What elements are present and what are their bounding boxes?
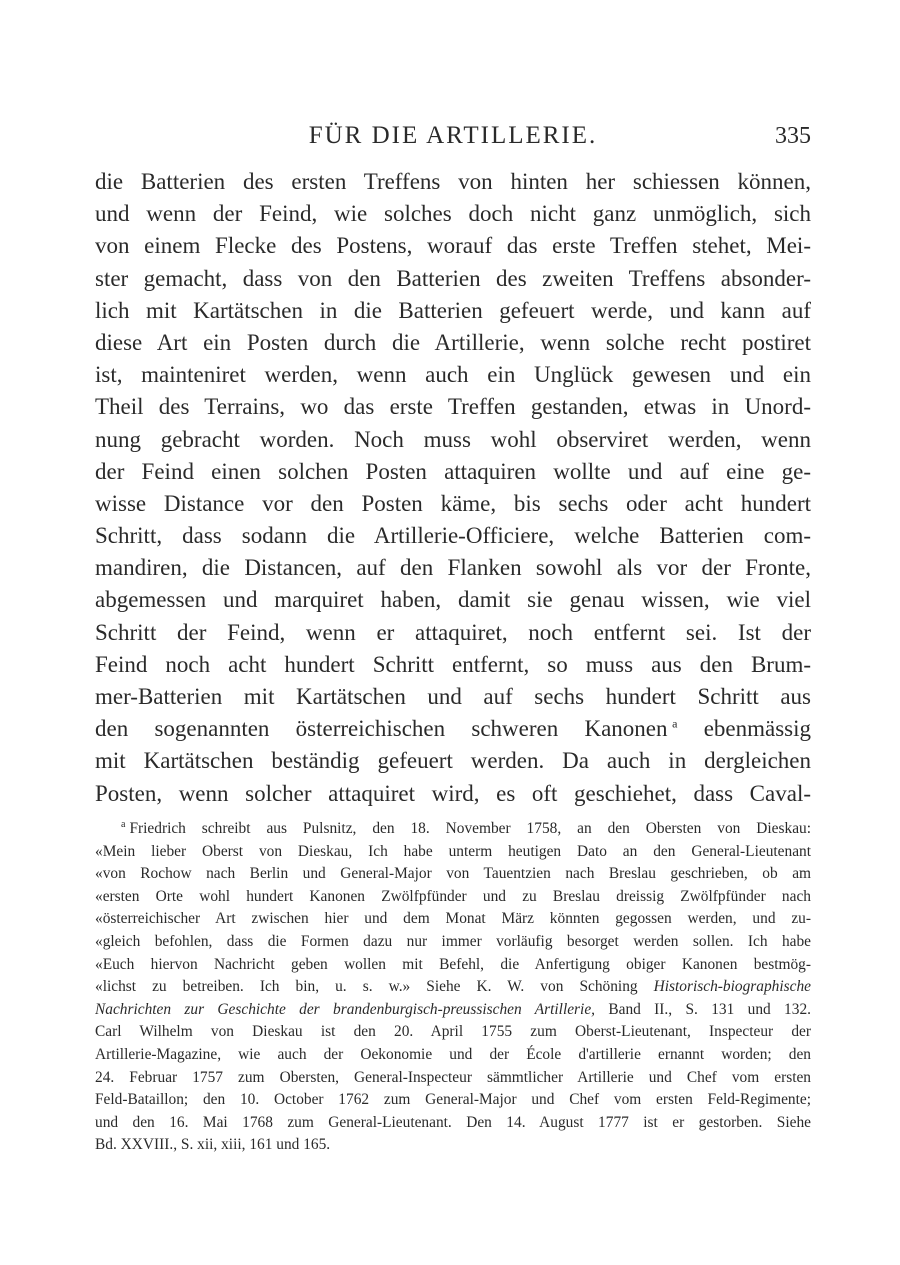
- footnote-marker: a: [121, 818, 126, 830]
- text-line: Feind noch acht hundert Schritt entfernt, so muss aus den Brum-: [95, 651, 811, 677]
- text-line: der Feind einen solchen Posten attaquiren wollte und auf eine ge-: [95, 458, 811, 484]
- footnote-line: [95, 818, 811, 841]
- text-line: Theil des Terrains, wo das erste Treffen gestanden, etwas in Unord-: [95, 394, 811, 420]
- footnote-line-text: Friedrich schreibt aus Pulsnitz, den 18. November 1758, an den Obersten von Dieskau:: [129, 820, 811, 837]
- text-line-with-footnote-ref: [95, 713, 811, 745]
- text-line: mer-Batterien mit Kartätschen und auf sechs hundert Schritt aus: [95, 684, 811, 709]
- footnote-line: «Mein lieber Oberst von Dieskau, Ich habe unterm heutigen Dato an den General-Lieutenant: [95, 842, 811, 860]
- text-line: nung gebracht worden. Noch muss wohl observiret werden, wenn: [95, 426, 811, 452]
- text-line: die Batterien des ersten Treffens von hinten her schiessen können,: [95, 169, 811, 194]
- text-line: von einem Flecke des Postens, worauf das erste Treffen stehet, Mei-: [95, 233, 811, 259]
- footnote-line: «gleich befohlen, dass die Formen dazu nur immer vorläufig besorget werden sollen. Ich habe: [95, 932, 811, 950]
- footnote-line: «ersten Orte wohl hundert Kanonen Zwölfpfünder und zu Breslau dreissig Zwölfpfünder nach: [95, 887, 811, 905]
- text-line: ist, mainteniret werden, wenn auch ein Unglück gewesen und ein: [95, 362, 811, 388]
- footnote-line-text: «lichst zu betreiben. Ich bin, u. s. w.» Siehe K. W. von Schöning: [95, 978, 638, 996]
- footnote-line: «von Rochow nach Berlin und General-Major von Tauentzien nach Breslau geschrieben, ob am: [95, 865, 811, 883]
- text-line: abgemessen und marquiret haben, damit sie genau wissen, wie viel: [95, 587, 811, 613]
- text-line: Schritt der Feind, wenn er attaquiret, noch entfernt sei. Ist der: [95, 619, 811, 645]
- book-title-italic: Nachrichten zur Geschichte der brandenburgisch-preussischen Artillerie,: [95, 1000, 595, 1018]
- text-line: wisse Distance vor den Posten käme, bis sechs oder acht hundert: [95, 490, 811, 516]
- page-number: 335: [775, 123, 811, 149]
- main-text: [95, 166, 811, 810]
- footnote-line: Artillerie-Magazine, wie auch der Oekonomie und der École d'artillerie ernannt worden; den: [95, 1045, 811, 1063]
- footnote-line: 24. Februar 1757 zum Obersten, General-Inspecteur sämmtlicher Artillerie und Chef vom ersten: [95, 1068, 811, 1086]
- footnote-line: Feld-Bataillon; den 10. October 1762 zum General-Major und Chef vom ersten Feld-Regimente;: [95, 1091, 811, 1109]
- text-line: diese Art ein Posten durch die Artillerie, wenn solche recht postiret: [95, 329, 811, 355]
- footnote-line: [95, 999, 811, 1022]
- footnote-line: Carl Wilhelm von Dieskau ist den 20. April 1755 zum Oberst-Lieutenant, Inspecteur der: [95, 1023, 811, 1041]
- text-line: Schritt, dass sodann die Artillerie-Officiere, welche Batterien com-: [95, 523, 811, 549]
- text-line: lich mit Kartätschen in die Batterien gefeuert werde, und kann auf: [95, 297, 811, 323]
- text-line: mandiren, die Distancen, auf den Flanken sowohl als vor der Fronte,: [95, 555, 811, 581]
- footnote-line: «österreichischer Art zwischen hier und dem Monat März könnten gegossen werden, und zu-: [95, 910, 811, 928]
- running-head: [95, 120, 811, 152]
- footnote-line: «Euch hiervon Nachricht geben wollen mit Befehl, die Anfertigung obiger Kanonen bestmög-: [95, 955, 811, 973]
- running-title: FÜR DIE ARTILLERIE.: [308, 122, 598, 149]
- text-line: mit Kartätschen beständig gefeuert werden. Da auch in dergleichen: [95, 748, 811, 774]
- footnote-line: Bd. XXVIII., S. xii, xiii, 161 und 165.: [95, 1136, 331, 1154]
- text-line: Posten, wenn solcher attaquiret wird, es oft geschiehet, dass Caval-: [95, 780, 811, 806]
- text-line: und wenn der Feind, wie solches doch nicht ganz unmöglich, sich: [95, 201, 811, 227]
- text-line: ster gemacht, dass von den Batterien des zweiten Treffens absonder-: [95, 265, 811, 291]
- footnote-line: und den 16. Mai 1768 zum General-Lieutenant. Den 14. August 1777 ist er gestorben. Siehe: [95, 1113, 811, 1131]
- footnote: [95, 818, 811, 1157]
- footnote-line: [95, 976, 811, 999]
- text-line-segment: ebenmässig: [703, 716, 811, 742]
- footnote-line-text: Band II., S. 131 und 132.: [608, 1000, 811, 1018]
- book-title-italic: Historisch-biographische: [653, 978, 811, 996]
- text-line-segment: den sogenannten österreichischen schweren Kanonen: [95, 716, 668, 742]
- footnote-reference: a: [672, 716, 678, 731]
